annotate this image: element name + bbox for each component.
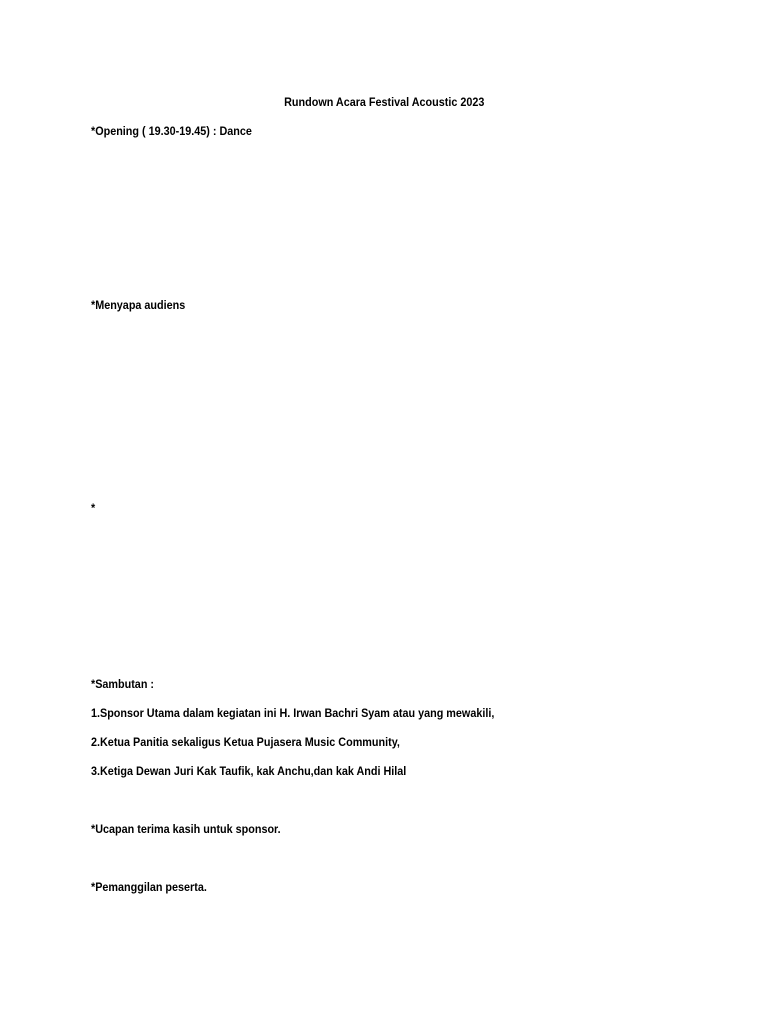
sambutan-heading: *Sambutan : xyxy=(91,677,155,691)
ucapan-line: *Ucapan terima kasih untuk sponsor. xyxy=(91,822,281,836)
document-title-text: Rundown Acara Festival Acoustic 2023 xyxy=(283,95,485,109)
asterisk-line: * xyxy=(91,501,96,515)
menyapa-line: *Menyapa audiens xyxy=(91,298,186,312)
sambutan-item: 2.Ketua Panitia sekaligus Ketua Pujasera Music Community, xyxy=(91,735,400,749)
pemanggilan-line: *Pemanggilan peserta. xyxy=(91,880,207,894)
opening-line: *Opening ( 19.30-19.45) : Dance xyxy=(91,124,252,138)
document-title xyxy=(0,95,768,109)
sambutan-item: 1.Sponsor Utama dalam kegiatan ini H. Irwan Bachri Syam atau yang mewakili, xyxy=(91,706,495,720)
sambutan-item: 3.Ketiga Dewan Juri Kak Taufik, kak Anchu,dan kak Andi Hilal xyxy=(91,764,407,778)
